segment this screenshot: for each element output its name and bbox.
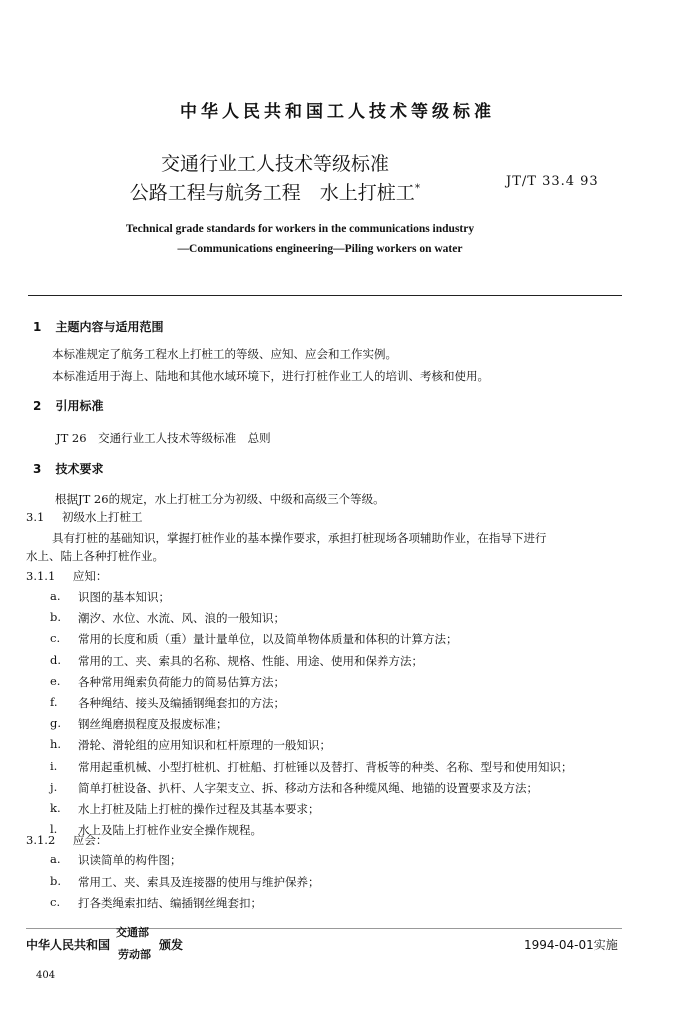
reference-standard: JT 26 交通行业工人技术等级标准 总则 [56,431,271,445]
issuer-ministry-2: 劳动部 [118,948,151,961]
list-item-text: 常用的长度和质（重）量计量单位，以及简单物体质量和体积的计算方法； [78,632,458,647]
subsection-title: 应知： [72,569,108,583]
issue-word: 颁发 [159,938,184,952]
subsection-title: 初级水上打桩工 [61,510,143,524]
list-item-text: 识图的基本知识； [78,590,170,604]
standard-code: JT/T 33.4 93 [506,174,599,189]
list-item-text: 水上打桩及陆上打桩的操作过程及其基本要求； [78,802,320,816]
section-number: 3 [33,462,42,476]
section-1-paragraph-1: 本标准规定了航务工程水上打桩工的等级、应知、应会和工作实例。 [52,347,397,361]
list-item-text: 水上及陆上打桩作业安全操作规程。 [78,823,262,838]
section-title: 技术要求 [55,462,104,476]
list-item-letter: e. [50,673,61,688]
issuer-ministry-1: 交通部 [116,926,149,939]
subsection-number: 3.1.2 [26,833,56,847]
list-item-text: 打各类绳索扣结、编插钢丝绳套扣； [78,896,262,910]
subsection-3-1-1-heading [26,568,107,584]
list-item-text: 常用起重机械、小型打桩机、打桩船、打桩锤以及替打、背板等的种类、名称、型号和使用知识； [78,759,573,774]
section-3-heading [33,460,104,477]
list-item-text: 潮汐、水位、水流、风、浪的一般知识； [78,611,285,626]
subsection-3-1-2-heading [26,832,107,848]
subsection-3-1-heading [26,509,142,525]
section-number: 2 [33,399,42,413]
section-2-heading [33,397,104,414]
list-item-letter: l. [50,822,58,837]
list-item-letter: f. [50,695,58,709]
list-item-text: 各种绳结、接头及编插钢绳套扣的方法； [78,696,285,710]
list-item-text: 常用的工、夹、索具的名称、规格、性能、用途、使用和保养方法； [78,653,423,668]
standard-category: 中华人民共和国工人技术等级标准 [180,102,495,122]
subsection-3-1-text-line1: 具有打桩的基础知识，掌握打桩作业的基本操作要求，承担打桩现场各项辅助作业，在指导下进行 [52,531,547,545]
title-footnote-mark: * [414,181,421,195]
list-item-letter: k. [50,801,61,815]
section-number: 1 [33,320,42,334]
document-title-line2 [100,178,450,205]
issuer-country: 中华人民共和国 [26,938,111,952]
subsection-number: 3.1 [26,510,45,524]
list-item-text: 简单打桩设备、扒杆、人字架支立、拆、移动方法和各种缆风绳、地锚的设置要求及方法； [78,780,538,795]
section-1-heading [33,318,164,335]
title-line2-text: 公路工程与航务工程 水上打桩工 [129,182,415,204]
list-item-letter: d. [50,652,62,667]
list-item-text: 识读简单的构件图； [78,853,182,867]
section-1-paragraph-2: 本标准适用于海上、陆地和其他水域环境下，进行打桩作业工人的培训、考核和使用。 [52,369,489,383]
list-item-letter: i. [50,758,58,773]
list-item-text: 各种常用绳索负荷能力的简易估算方法； [78,674,285,689]
section-title: 引用标准 [55,399,104,413]
list-item-letter: h. [50,737,62,752]
document-title-line1: 交通行业工人技术等级标准 [160,153,389,175]
subsection-number: 3.1.1 [26,569,56,583]
list-item-text: 钢丝绳磨损程度及报废标准； [78,717,228,732]
effective-date: 1994-04-01实施 [524,938,618,952]
header-divider [28,295,622,296]
list-item-text: 滑轮、滑轮组的应用知识和杠杆原理的一般知识； [78,738,331,753]
subsection-title: 应会： [72,833,108,847]
section-3-paragraph: 根据JT 26的规定，水上打桩工分为初级、中级和高级三个等级。 [55,492,385,506]
english-title-line1: Technical grade standards for workers in the communications industry [125,223,475,235]
page-number: 404 [36,970,56,981]
english-title-line2: —Communications engineering—Piling workers on water [177,243,463,255]
list-item-letter: b. [50,610,62,625]
list-item-letter: c. [50,631,61,646]
list-item-letter: g. [50,716,62,731]
list-item-text: 常用工、夹、索具及连接器的使用与维护保养； [78,874,320,889]
list-item-letter: c. [50,895,61,909]
section-title: 主题内容与适用范围 [55,320,164,334]
subsection-3-1-text-line2: 水上、陆上各种打桩作业。 [26,549,164,563]
list-item-letter: a. [50,852,61,866]
list-item-letter: j. [50,779,58,794]
list-item-letter: b. [50,873,62,888]
list-item-letter: a. [50,589,61,603]
